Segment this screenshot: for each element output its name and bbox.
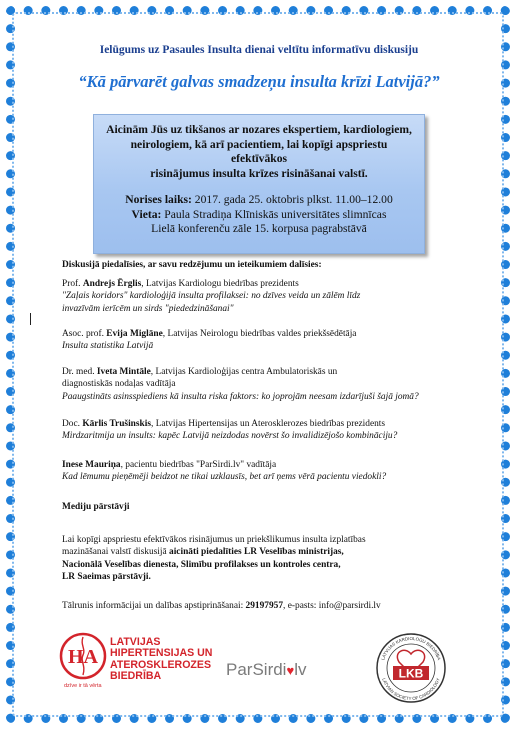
speaker-role-cont: diagnostiskās nodaļas vadītāja (62, 379, 176, 390)
lead-line-2: neirologiem, kā arī pacientiem, lai kopīgi apspriestu efektīvākos (130, 137, 388, 165)
closing-paragraph (62, 534, 462, 584)
closing-line-3: Nacionālā Veselības dienesta, Slimību profilakses un kontroles centra, (62, 559, 341, 570)
contact-email[interactable]: , e-pasts: info@parsirdi.lv (283, 601, 381, 611)
has-name-line: ATEROSKLEROZES (110, 658, 212, 671)
lead-line-3: risinājumus insulta krīzes risināšanai valstī. (150, 166, 368, 180)
event-time-value: 2017. gada 25. oktobris plkst. 11.00–12.00 (191, 193, 393, 206)
event-place-detail: Lielā konferenču zāle 15. korpusa pagrabstāvā (151, 222, 367, 235)
text-cursor (30, 313, 31, 325)
closing-line-4: LR Saeimas pārstāvji. (62, 572, 151, 583)
contact-line (62, 600, 462, 612)
speaker-prefix: Dr. med. (62, 367, 97, 377)
event-place-value: Paula Stradiņa Klīniskās universitātes slimnīcas (161, 207, 387, 221)
speaker-topic: "Zaļais koridors" kardioloģijā insulta profilaksei: no dzīves veida un zālēm līdz (62, 291, 361, 302)
event-place-label: Vieta: (131, 207, 162, 221)
has-monogram: HA (68, 646, 98, 668)
media-heading (62, 501, 462, 513)
svg-text:LATVIAN SOCIETY OF CARDIOLOGY (381, 677, 440, 701)
lkb-ring-top: LATVIJAS KARDIOLOGU BIEDRĪBA (380, 635, 442, 661)
closing-line-2-bold: aicināti piedalīties LR Veselības ministrijas, (169, 547, 344, 558)
speaker-4 (62, 418, 462, 443)
speaker-topic: Paaugstināts asinsspiediens kā insulta riska faktors: ko joprojām neesam izdarījuši šajā jomā? (62, 391, 419, 402)
speaker-topic: Mirdzaritmija un insults: kapēc Latvijā neizdodas novērst šo invalidizējošo kombināciju? (62, 431, 398, 442)
has-motto: dzīve ir tā vērta (64, 683, 102, 689)
speaker-name: Andrejs Ērglis (82, 279, 142, 289)
speaker-prefix: Doc. (62, 419, 83, 429)
speaker-1 (62, 278, 462, 315)
speaker-name: Inese Mauriņa (62, 460, 121, 470)
speaker-role: , pacientu biedrības "ParSirdi.lv" vadītāja (120, 460, 277, 470)
speaker-2 (62, 328, 462, 353)
speaker-role: , Latvijas Kardioloģijas centra Ambulatoriskās un (150, 367, 338, 377)
contact-text: Tālrunis informācijai un dalības apstiprināšanai: (62, 601, 246, 611)
closing-line-2-start: mazināšanai valstī diskusijā (62, 547, 170, 558)
speaker-3 (62, 366, 462, 403)
speaker-role: , Latvijas Hipertensijas un Aterosklerozes biedrības prezidents (151, 419, 386, 429)
parsirdi-logo-text: ParSirdi (226, 660, 287, 679)
invitation-line: Ielūgums uz Pasaules Insulta dienai veltītu informatīvu diskusiju (99, 44, 419, 56)
speaker-topic: Insulta statistika Latvijā (62, 341, 154, 352)
speaker-5 (62, 459, 462, 484)
has-name-line: BIEDRĪBA (110, 670, 162, 683)
discussion-title: “Kā pārvarēt galvas smadzeņu insulta krīzi Latvijā?” (78, 72, 440, 91)
info-box (93, 114, 425, 254)
speaker-topic: Kad lēmumu pieņēmēji beidzot ne tikai uzklausīs, bet arī ņems vērā pacientu viedokli? (62, 472, 387, 483)
event-time-label: Norises laiks: (125, 193, 192, 206)
parsirdi-logo-tld: lv (294, 660, 307, 679)
speaker-role: , Latvijas Neirologu biedrības valdes priekšsēdētāja (162, 329, 357, 339)
event-time (102, 193, 416, 208)
contact-phone: 29197957 (245, 601, 284, 611)
lkb-ring-bottom: LATVIAN SOCIETY OF CARDIOLOGY (381, 677, 441, 702)
has-name-line: LATVIJAS (110, 636, 161, 648)
participants-heading-text: Diskusijā piedalīsies, ar savu redzējumu un ieteikumiem dalīsies: (62, 260, 322, 270)
speaker-role: , Latvijas Kardiologu biedrības prezidents (141, 279, 299, 289)
has-emblem-icon (58, 631, 108, 683)
has-name (110, 637, 212, 683)
speaker-prefix: Prof. (62, 279, 83, 289)
lkb-logo (373, 630, 449, 706)
speaker-name: Evija Miglāne (106, 329, 163, 339)
participants-heading (62, 259, 462, 271)
lead-line-1: Aicinām Jūs uz tikšanos ar nozares ekspertiem, kardiologiem, (106, 123, 412, 136)
closing-line-1: Lai kopīgi apspriestu efektīvākos risinājumus un priekšlikumus insulta izplatības (62, 535, 366, 545)
has-name-line: HIPERTENSIJAS UN (110, 647, 213, 660)
info-box-lead (102, 123, 416, 181)
speaker-topic-cont: invazīvām ierīcēm un sirds "piededzināšanai" (62, 303, 234, 314)
media-heading-text: Mediju pārstāvji (62, 502, 130, 512)
event-place (102, 208, 416, 223)
parsirdi-logo (226, 660, 306, 680)
speaker-name: Iveta Mintāle (96, 367, 151, 377)
speaker-name: Kārlis Trušinskis (82, 419, 151, 429)
speaker-prefix: Asoc. prof. (62, 329, 107, 339)
lkb-letters: LKB (398, 666, 424, 681)
heart-icon: ♥ (286, 663, 295, 678)
